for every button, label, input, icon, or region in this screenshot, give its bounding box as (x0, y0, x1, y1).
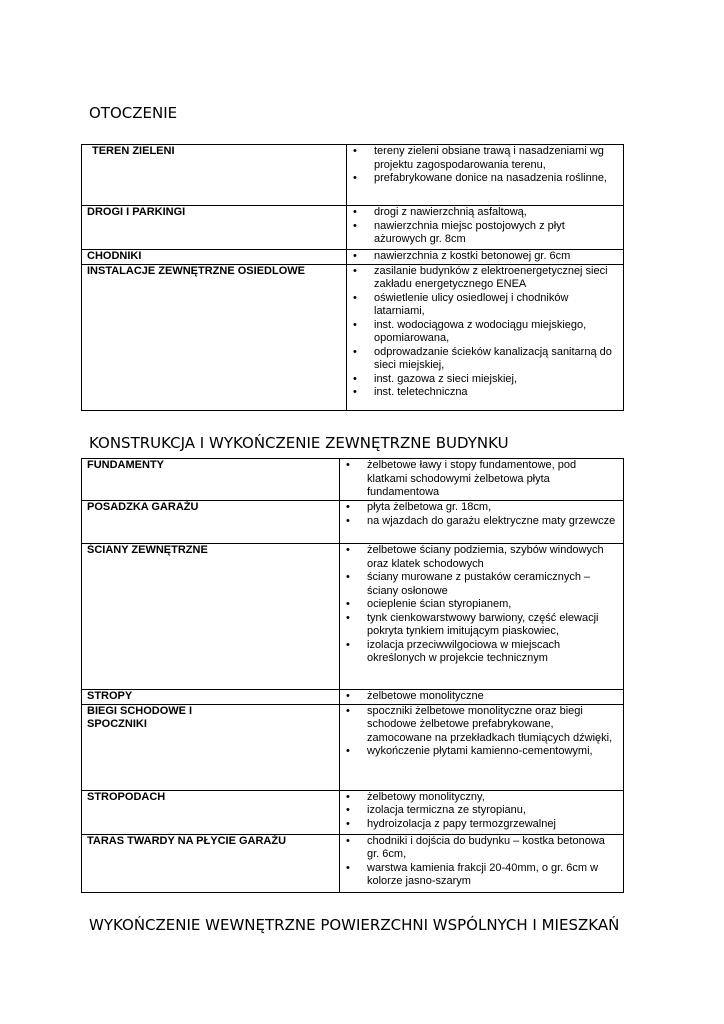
row-items (340, 459, 624, 501)
list-item: • izolacja termiczna ze styropianu, (340, 804, 623, 818)
list-item: • inst. teletechniczna (347, 386, 623, 400)
row-items (347, 145, 624, 206)
row-label: BIEGI SCHODOWE I SPOCZNIKI (82, 704, 340, 790)
list-item: • oświetlenie ulicy osiedlowej i chodników latarniami, (347, 292, 623, 319)
list-item: • na wjazdach do garażu elektryczne maty grzewcze (340, 515, 623, 529)
list-item: • inst. wodociągowa z wodociągu miejskiego, opomiarowana, (347, 319, 623, 346)
row-label: TARAS TWARDY NA PŁYCIE GARAŻU (82, 834, 340, 892)
table-row (82, 459, 624, 501)
table-row (82, 206, 624, 250)
section-heading-otoczenie: OTOCZENIE (89, 104, 178, 122)
list-item: • tynk cienkowarstwowy barwiony, część elewacji pokryta tynkiem imitującym piaskowiec, (340, 612, 623, 639)
list-item: • ściany murowane z pustaków ceramicznych – ściany osłonowe (340, 571, 623, 598)
list-item: • żelbetowe ściany podziemia, szybów windowych oraz klatek schodowych (340, 544, 623, 571)
list-item: • warstwa kamienia frakcji 20-40mm, o gr. 6cm w kolorze jasno-szarym (340, 862, 623, 889)
table-row (82, 145, 624, 206)
row-items (340, 544, 624, 690)
list-item: • odprowadzanie ścieków kanalizacją sanitarną do sieci miejskiej, (347, 346, 623, 373)
list-item: • żelbetowy monolityczny, (340, 791, 623, 805)
table-row (82, 250, 624, 265)
table-row (82, 834, 624, 892)
list-item: • izolacja przeciwwilgociowa w miejscach określonych w projekcie technicznym (340, 639, 623, 666)
row-label: FUNDAMENTY (82, 459, 340, 501)
list-item: • zasilanie budynków z elektroenergetycznej sieci zakładu energetycznego ENEA (347, 265, 623, 292)
row-items (347, 250, 624, 265)
section-heading-wykonczenie: WYKOŃCZENIE WEWNĘTRZNE POWIERZCHNI WSPÓLNYCH I MIESZKAŃ (89, 916, 620, 934)
row-label: STROPODACH (82, 790, 340, 834)
list-item: • żelbetowe monolityczne (340, 690, 623, 704)
row-items (347, 206, 624, 250)
row-label: CHODNIKI (82, 250, 347, 265)
row-items (340, 690, 624, 705)
row-items (340, 834, 624, 892)
row-items (340, 704, 624, 790)
list-item: • ocieplenie ścian styropianem, (340, 598, 623, 612)
table-row (82, 690, 624, 705)
row-label: TEREN ZIELENI (82, 145, 347, 206)
table-row (82, 544, 624, 690)
list-item: • spoczniki żelbetowe monolityczne oraz biegi schodowe żelbetowe prefabrykowane, zamocowane na przekładkach tłumiących dźwięki, (340, 705, 623, 746)
row-label: POSADZKA GARAŻU (82, 501, 340, 544)
row-label: DROGI I PARKINGI (82, 206, 347, 250)
table-row (82, 501, 624, 544)
row-label: STROPY (82, 690, 340, 705)
row-label: INSTALACJE ZEWNĘTRZNE OSIEDLOWE (82, 264, 347, 410)
list-item: • tereny zieleni obsiane trawą i nasadzeniami wg projektu zagospodarowania terenu, (347, 145, 623, 172)
list-item: • inst. gazowa z sieci miejskiej, (347, 373, 623, 387)
list-item: • chodniki i dojścia do budynku – kostka betonowa gr. 6cm, (340, 835, 623, 862)
table-row (82, 790, 624, 834)
row-items (340, 501, 624, 544)
table-row (82, 264, 624, 410)
list-item: • wykończenie płytami kamienno-cementowymi, (340, 745, 623, 759)
list-item: • drogi z nawierzchnią asfaltową, (347, 206, 623, 220)
list-item: • żelbetowe ławy i stopy fundamentowe, pod klatkami schodowymi żelbetowa płyta fundamentowa (340, 459, 623, 500)
list-item: • prefabrykowane donice na nasadzenia roślinne, (347, 172, 623, 186)
row-label: ŚCIANY ZEWNĘTRZNE (82, 544, 340, 690)
table-row (82, 704, 624, 790)
list-item: • nawierzchnia miejsc postojowych z płyt ażurowych gr. 8cm (347, 220, 623, 247)
row-items (340, 790, 624, 834)
section-heading-konstrukcja: KONSTRUKCJA I WYKOŃCZENIE ZEWNĘTRZNE BUDYNKU (89, 434, 509, 452)
list-item: • płyta żelbetowa gr. 18cm, (340, 501, 623, 515)
row-items (347, 264, 624, 410)
list-item: • hydroizolacja z papy termozgrzewalnej (340, 818, 623, 832)
otoczenie-table (81, 144, 624, 411)
list-item: • nawierzchnia z kostki betonowej gr. 6cm (347, 250, 623, 264)
konstrukcja-table (81, 458, 624, 893)
